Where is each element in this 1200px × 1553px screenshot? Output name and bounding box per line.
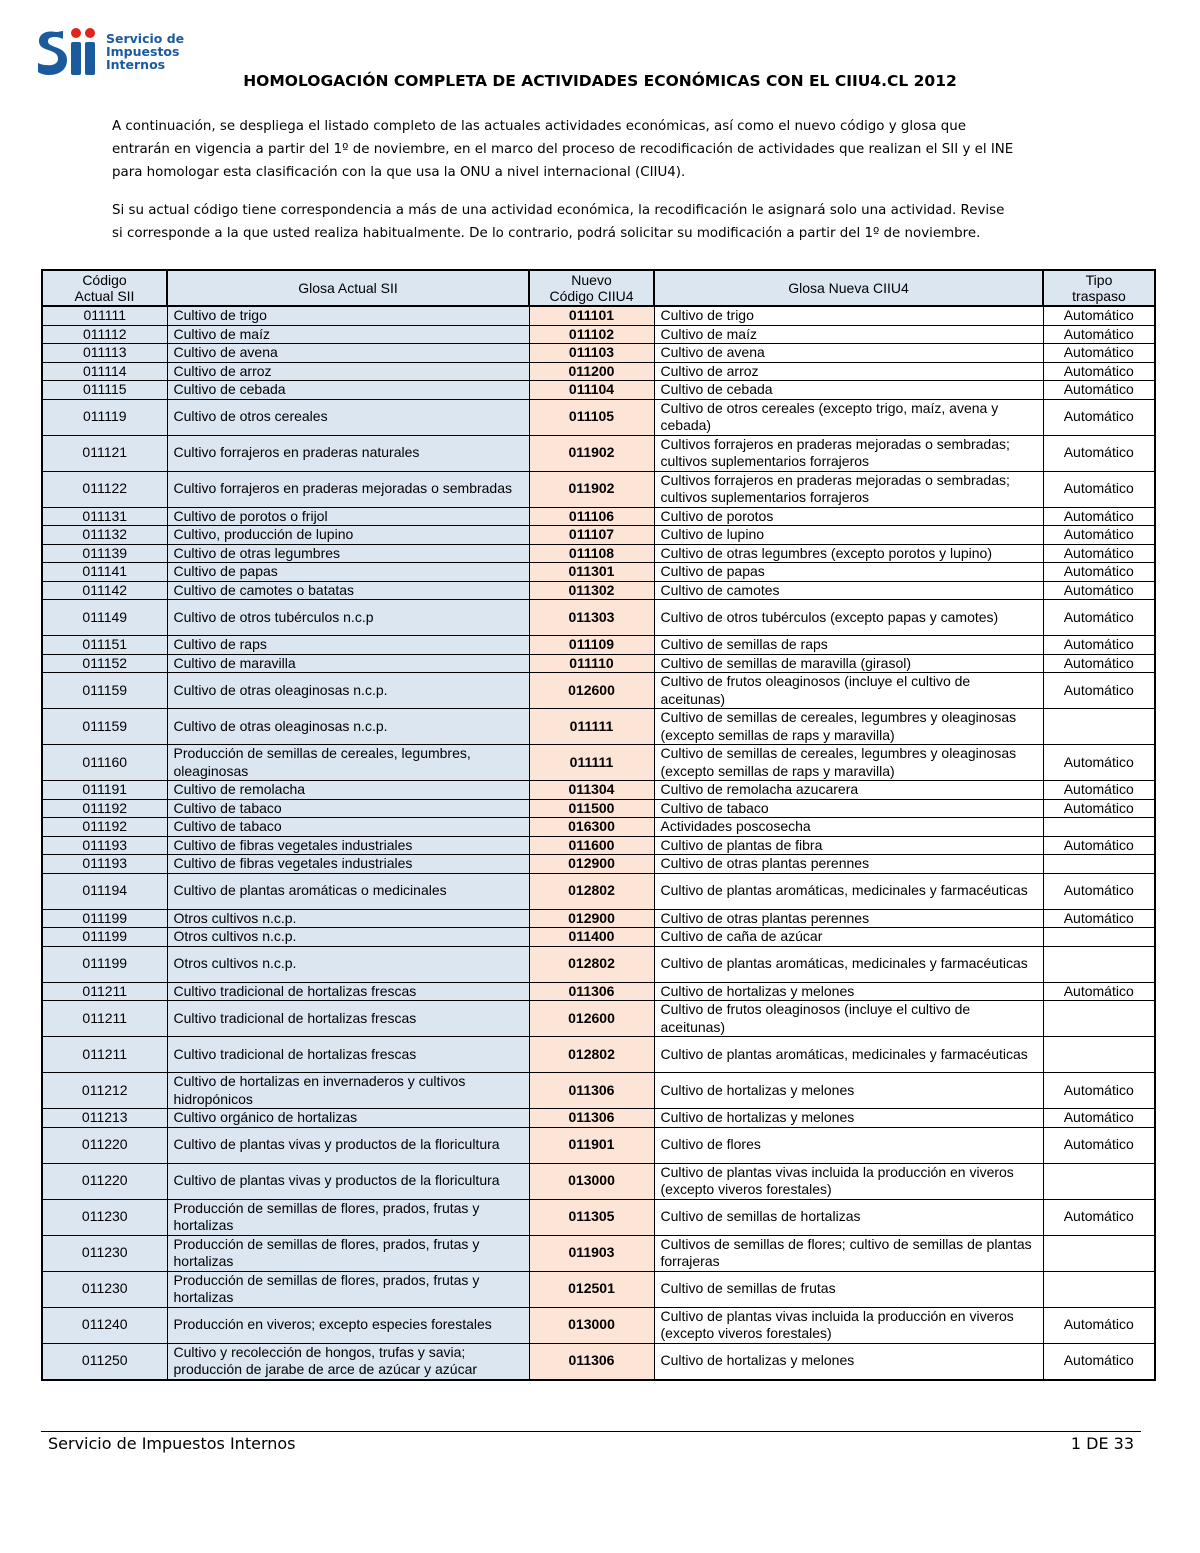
intro-p1-line-2: entrarán en vigencia a partir del 1º de noviembre, en el marco del proceso de recodificación de actividades que realizan el SII y el INE (112, 142, 1014, 157)
nuevo-codigo-cell: 011109 (529, 636, 654, 655)
glosa-nueva-cell: Cultivo de cebada (654, 381, 1043, 400)
glosa-actual-cell: Cultivo tradicional de hortalizas frescas (167, 1037, 529, 1073)
codigo-actual-cell: 011159 (42, 673, 167, 709)
tipo-traspaso-cell (1043, 1163, 1155, 1199)
tipo-traspaso-cell: Automático (1043, 1199, 1155, 1235)
nuevo-codigo-cell: 011903 (529, 1235, 654, 1271)
table-row (42, 600, 1155, 636)
glosa-nueva-cell: Cultivo de otras plantas perennes (654, 909, 1043, 928)
glosa-nueva-cell: Cultivo de plantas aromáticas, medicinales y farmacéuticas (654, 1037, 1043, 1073)
glosa-actual-cell: Cultivo de tabaco (167, 818, 529, 837)
glosa-actual-cell: Cultivo de fibras vegetales industriales (167, 836, 529, 855)
tipo-traspaso-cell (1043, 928, 1155, 947)
nuevo-codigo-cell: 011103 (529, 344, 654, 363)
tipo-traspaso-cell (1043, 1271, 1155, 1307)
table-row (42, 1037, 1155, 1073)
glosa-nueva-cell: Cultivo de trigo (654, 306, 1043, 325)
glosa-actual-cell: Cultivo y recolección de hongos, trufas y savia; producción de jarabe de arce de azúcar y azúcar (167, 1343, 529, 1380)
table-row (42, 1307, 1155, 1343)
table-row (42, 982, 1155, 1001)
table-row (42, 362, 1155, 381)
nuevo-codigo-cell: 011108 (529, 544, 654, 563)
nuevo-codigo-cell: 011305 (529, 1199, 654, 1235)
table-row (42, 636, 1155, 655)
tipo-traspaso-cell: Automático (1043, 1109, 1155, 1128)
glosa-nueva-cell: Cultivo de otras plantas perennes (654, 855, 1043, 874)
table-row (42, 526, 1155, 545)
tipo-traspaso-cell: Automático (1043, 381, 1155, 400)
intro-p2-line-1: Si su actual código tiene correspondencia a más de una actividad económica, la recodificación le asignará solo una actividad. Revise (112, 203, 1005, 218)
tipo-traspaso-cell (1043, 946, 1155, 982)
codigo-actual-cell: 011213 (42, 1109, 167, 1128)
nuevo-codigo-cell: 012802 (529, 1037, 654, 1073)
glosa-nueva-cell: Cultivo de arroz (654, 362, 1043, 381)
table-row (42, 435, 1155, 471)
table-row (42, 381, 1155, 400)
codigo-actual-cell: 011131 (42, 507, 167, 526)
table-row (42, 1343, 1155, 1380)
codigo-actual-cell: 011113 (42, 344, 167, 363)
table-row (42, 818, 1155, 837)
glosa-nueva-cell: Cultivo de semillas de cereales, legumbres y oleaginosas (excepto semillas de raps y maravilla) (654, 745, 1043, 781)
table-row (42, 673, 1155, 709)
tipo-traspaso-cell: Automático (1043, 600, 1155, 636)
codigo-actual-cell: 011230 (42, 1235, 167, 1271)
table-row (42, 581, 1155, 600)
tipo-traspaso-cell: Automático (1043, 399, 1155, 435)
nuevo-codigo-cell: 011306 (529, 1343, 654, 1380)
glosa-actual-cell: Cultivo de plantas vivas y productos de la floricultura (167, 1163, 529, 1199)
glosa-actual-cell: Cultivo forrajeros en praderas mejoradas o sembradas (167, 471, 529, 507)
tipo-traspaso-cell: Automático (1043, 526, 1155, 545)
tipo-traspaso-cell: Automático (1043, 471, 1155, 507)
footer-rule (41, 1431, 1141, 1432)
table-row (42, 344, 1155, 363)
table-body (42, 306, 1155, 1380)
codigo-actual-cell: 011122 (42, 471, 167, 507)
tipo-traspaso-cell: Automático (1043, 1307, 1155, 1343)
nuevo-codigo-cell: 011101 (529, 306, 654, 325)
glosa-nueva-cell: Cultivos forrajeros en praderas mejoradas o sembradas; cultivos suplementarios forrajeros (654, 471, 1043, 507)
codigo-actual-cell: 011152 (42, 654, 167, 673)
codigo-actual-cell: 011220 (42, 1127, 167, 1163)
tipo-traspaso-cell (1043, 818, 1155, 837)
codigo-actual-cell: 011193 (42, 855, 167, 874)
glosa-actual-cell: Cultivo de porotos o frijol (167, 507, 529, 526)
glosa-nueva-cell: Cultivo de avena (654, 344, 1043, 363)
glosa-nueva-cell: Cultivo de hortalizas y melones (654, 1109, 1043, 1128)
table-row (42, 544, 1155, 563)
glosa-nueva-cell: Cultivo de tabaco (654, 799, 1043, 818)
nuevo-codigo-cell: 011110 (529, 654, 654, 673)
table-row (42, 781, 1155, 800)
glosa-actual-cell: Otros cultivos n.c.p. (167, 928, 529, 947)
tipo-traspaso-cell: Automático (1043, 306, 1155, 325)
logo-line-2: Impuestos (106, 44, 180, 59)
table-row (42, 563, 1155, 582)
logo-line-3: Internos (106, 57, 166, 72)
codigo-actual-cell: 011142 (42, 581, 167, 600)
tipo-traspaso-cell: Automático (1043, 781, 1155, 800)
nuevo-codigo-cell: 011302 (529, 581, 654, 600)
codigo-actual-cell: 011194 (42, 873, 167, 909)
tipo-traspaso-cell: Automático (1043, 544, 1155, 563)
glosa-actual-cell: Cultivo de hortalizas en invernaderos y cultivos hidropónicos (167, 1073, 529, 1109)
tipo-traspaso-cell (1043, 855, 1155, 874)
table-row (42, 325, 1155, 344)
glosa-nueva-cell: Cultivo de semillas de maravilla (girasol) (654, 654, 1043, 673)
nuevo-codigo-cell: 011600 (529, 836, 654, 855)
intro-paragraph-2 (112, 199, 1056, 245)
codigo-actual-cell: 011230 (42, 1199, 167, 1235)
glosa-actual-cell: Producción de semillas de flores, prados, frutas y hortalizas (167, 1235, 529, 1271)
glosa-nueva-cell: Actividades poscosecha (654, 818, 1043, 837)
table-row (42, 946, 1155, 982)
codigo-actual-cell: 011211 (42, 1001, 167, 1037)
glosa-actual-cell: Cultivo de avena (167, 344, 529, 363)
intro-p1-line-1: A continuación, se despliega el listado completo de las actuales actividades económicas, así como el nuevo código y glosa que (112, 119, 967, 134)
document-title: HOMOLOGACIÓN COMPLETA DE ACTIVIDADES ECONÓMICAS CON EL CIIU4.CL 2012 (243, 72, 957, 90)
nuevo-codigo-cell: 011303 (529, 600, 654, 636)
glosa-actual-cell: Cultivo de otros cereales (167, 399, 529, 435)
glosa-actual-cell: Otros cultivos n.c.p. (167, 909, 529, 928)
codigo-actual-cell: 011193 (42, 836, 167, 855)
table-row (42, 399, 1155, 435)
nuevo-codigo-cell: 011901 (529, 1127, 654, 1163)
tipo-traspaso-cell: Automático (1043, 654, 1155, 673)
glosa-actual-cell: Producción de semillas de cereales, legumbres, oleaginosas (167, 745, 529, 781)
glosa-actual-cell: Cultivo de tabaco (167, 799, 529, 818)
glosa-nueva-cell: Cultivos de semillas de flores; cultivo de semillas de plantas forrajeras (654, 1235, 1043, 1271)
codigo-actual-cell: 011199 (42, 946, 167, 982)
table-row (42, 1073, 1155, 1109)
glosa-nueva-cell: Cultivo de otros cereales (excepto trigo, maíz, avena y cebada) (654, 399, 1043, 435)
glosa-actual-cell: Cultivo de arroz (167, 362, 529, 381)
table-row (42, 1235, 1155, 1271)
glosa-nueva-cell: Cultivo de plantas aromáticas, medicinales y farmacéuticas (654, 946, 1043, 982)
nuevo-codigo-cell: 011105 (529, 399, 654, 435)
glosa-actual-cell: Cultivo de plantas vivas y productos de la floricultura (167, 1127, 529, 1163)
glosa-nueva-cell: Cultivo de porotos (654, 507, 1043, 526)
tipo-traspaso-cell: Automático (1043, 909, 1155, 928)
glosa-nueva-cell: Cultivo de caña de azúcar (654, 928, 1043, 947)
tipo-traspaso-cell: Automático (1043, 563, 1155, 582)
glosa-nueva-cell: Cultivo de otros tubérculos (excepto papas y camotes) (654, 600, 1043, 636)
glosa-actual-cell: Cultivo forrajeros en praderas naturales (167, 435, 529, 471)
nuevo-codigo-cell: 011301 (529, 563, 654, 582)
glosa-nueva-cell: Cultivo de plantas vivas incluida la producción en viveros (excepto viveros forestales) (654, 1307, 1043, 1343)
nuevo-codigo-cell: 011200 (529, 362, 654, 381)
tipo-traspaso-cell: Automático (1043, 1343, 1155, 1380)
nuevo-codigo-cell: 011111 (529, 709, 654, 745)
tipo-traspaso-cell: Automático (1043, 982, 1155, 1001)
glosa-actual-cell: Cultivo de otros tubérculos n.c.p (167, 600, 529, 636)
intro-paragraph-1 (112, 115, 1056, 184)
glosa-actual-cell: Cultivo de raps (167, 636, 529, 655)
header-glosa-actual: Glosa Actual SII (167, 270, 529, 306)
header-codigo-actual: Código Actual SII (42, 270, 167, 306)
codigo-actual-cell: 011132 (42, 526, 167, 545)
glosa-nueva-cell: Cultivo de semillas de raps (654, 636, 1043, 655)
glosa-actual-cell: Cultivo, producción de lupino (167, 526, 529, 545)
glosa-nueva-cell: Cultivo de frutos oleaginosos (incluye el cultivo de aceitunas) (654, 1001, 1043, 1037)
codigo-actual-cell: 011212 (42, 1073, 167, 1109)
tipo-traspaso-cell: Automático (1043, 745, 1155, 781)
tipo-traspaso-cell: Automático (1043, 636, 1155, 655)
header-nuevo-codigo: Nuevo Código CIIU4 (529, 270, 654, 306)
table-row (42, 909, 1155, 928)
nuevo-codigo-cell: 011306 (529, 982, 654, 1001)
table-row (42, 1163, 1155, 1199)
glosa-nueva-cell: Cultivo de hortalizas y melones (654, 1343, 1043, 1380)
glosa-actual-cell: Cultivo de camotes o batatas (167, 581, 529, 600)
nuevo-codigo-cell: 011500 (529, 799, 654, 818)
table-header-row (42, 270, 1155, 306)
codigo-actual-cell: 011159 (42, 709, 167, 745)
glosa-nueva-cell: Cultivo de frutos oleaginosos (incluye el cultivo de aceitunas) (654, 673, 1043, 709)
codigo-actual-cell: 011211 (42, 982, 167, 1001)
nuevo-codigo-cell: 011306 (529, 1109, 654, 1128)
glosa-nueva-cell: Cultivo de remolacha azucarera (654, 781, 1043, 800)
tipo-traspaso-cell (1043, 1235, 1155, 1271)
codigo-actual-cell: 011160 (42, 745, 167, 781)
glosa-nueva-cell: Cultivos forrajeros en praderas mejoradas o sembradas; cultivos suplementarios forrajeros (654, 435, 1043, 471)
tipo-traspaso-cell: Automático (1043, 799, 1155, 818)
tipo-traspaso-cell: Automático (1043, 873, 1155, 909)
nuevo-codigo-cell: 012802 (529, 946, 654, 982)
codigo-actual-cell: 011119 (42, 399, 167, 435)
codigo-actual-cell: 011111 (42, 306, 167, 325)
footer-organization: Servicio de Impuestos Internos (48, 1434, 296, 1453)
glosa-nueva-cell: Cultivo de semillas de hortalizas (654, 1199, 1043, 1235)
codigo-actual-cell: 011149 (42, 600, 167, 636)
codigo-actual-cell: 011112 (42, 325, 167, 344)
glosa-actual-cell: Cultivo de maravilla (167, 654, 529, 673)
tipo-traspaso-cell: Automático (1043, 836, 1155, 855)
tipo-traspaso-cell: Automático (1043, 673, 1155, 709)
intro-p1-line-3: para homologar esta clasificación con la que usa la ONU a nivel internacional (CIIU4). (112, 165, 686, 180)
glosa-actual-cell: Cultivo de fibras vegetales industriales (167, 855, 529, 874)
glosa-actual-cell: Otros cultivos n.c.p. (167, 946, 529, 982)
header-tipo-traspaso: Tipo traspaso (1043, 270, 1155, 306)
glosa-nueva-cell: Cultivo de semillas de cereales, legumbres y oleaginosas (excepto semillas de raps y maravilla) (654, 709, 1043, 745)
table-row (42, 1271, 1155, 1307)
nuevo-codigo-cell: 011902 (529, 435, 654, 471)
table-row (42, 836, 1155, 855)
glosa-actual-cell: Cultivo de otras oleaginosas n.c.p. (167, 673, 529, 709)
nuevo-codigo-cell: 016300 (529, 818, 654, 837)
sii-logo-mark (36, 22, 102, 78)
glosa-actual-cell: Cultivo tradicional de hortalizas frescas (167, 982, 529, 1001)
table-row (42, 1001, 1155, 1037)
table-row (42, 1127, 1155, 1163)
glosa-nueva-cell: Cultivo de hortalizas y melones (654, 982, 1043, 1001)
glosa-nueva-cell: Cultivo de semillas de frutas (654, 1271, 1043, 1307)
glosa-actual-cell: Producción en viveros; excepto especies forestales (167, 1307, 529, 1343)
glosa-actual-cell: Cultivo de cebada (167, 381, 529, 400)
glosa-nueva-cell: Cultivo de otras legumbres (excepto porotos y lupino) (654, 544, 1043, 563)
codigo-actual-cell: 011230 (42, 1271, 167, 1307)
nuevo-codigo-cell: 011107 (529, 526, 654, 545)
table-row (42, 471, 1155, 507)
nuevo-codigo-cell: 013000 (529, 1307, 654, 1343)
tipo-traspaso-cell: Automático (1043, 435, 1155, 471)
glosa-actual-cell: Producción de semillas de flores, prados, frutas y hortalizas (167, 1271, 529, 1307)
nuevo-codigo-cell: 011111 (529, 745, 654, 781)
glosa-actual-cell: Cultivo de otras oleaginosas n.c.p. (167, 709, 529, 745)
table-row (42, 1199, 1155, 1235)
nuevo-codigo-cell: 012501 (529, 1271, 654, 1307)
glosa-nueva-cell: Cultivo de papas (654, 563, 1043, 582)
nuevo-codigo-cell: 012802 (529, 873, 654, 909)
glosa-actual-cell: Cultivo tradicional de hortalizas frescas (167, 1001, 529, 1037)
glosa-nueva-cell: Cultivo de camotes (654, 581, 1043, 600)
codigo-actual-cell: 011114 (42, 362, 167, 381)
nuevo-codigo-cell: 012900 (529, 909, 654, 928)
intro-p2-line-2: si corresponde a la que usted realiza habitualmente. De lo contrario, podrá solicitar su modificación a partir del 1º de noviembre. (112, 226, 981, 241)
tipo-traspaso-cell (1043, 1001, 1155, 1037)
table-row (42, 928, 1155, 947)
homologation-table (41, 269, 1156, 1381)
codigo-actual-cell: 011199 (42, 909, 167, 928)
glosa-actual-cell: Cultivo de plantas aromáticas o medicinales (167, 873, 529, 909)
nuevo-codigo-cell: 011104 (529, 381, 654, 400)
glosa-actual-cell: Cultivo orgánico de hortalizas (167, 1109, 529, 1128)
table-row (42, 799, 1155, 818)
tipo-traspaso-cell: Automático (1043, 344, 1155, 363)
nuevo-codigo-cell: 011306 (529, 1073, 654, 1109)
nuevo-codigo-cell: 012600 (529, 1001, 654, 1037)
codigo-actual-cell: 011151 (42, 636, 167, 655)
tipo-traspaso-cell: Automático (1043, 325, 1155, 344)
nuevo-codigo-cell: 011102 (529, 325, 654, 344)
nuevo-codigo-cell: 011304 (529, 781, 654, 800)
table-row (42, 745, 1155, 781)
nuevo-codigo-cell: 011106 (529, 507, 654, 526)
codigo-actual-cell: 011192 (42, 818, 167, 837)
table-row (42, 507, 1155, 526)
glosa-nueva-cell: Cultivo de plantas de fibra (654, 836, 1043, 855)
tipo-traspaso-cell: Automático (1043, 507, 1155, 526)
table-row (42, 873, 1155, 909)
table-row (42, 654, 1155, 673)
codigo-actual-cell: 011211 (42, 1037, 167, 1073)
tipo-traspaso-cell (1043, 709, 1155, 745)
codigo-actual-cell: 011115 (42, 381, 167, 400)
table-row (42, 709, 1155, 745)
glosa-actual-cell: Producción de semillas de flores, prados, frutas y hortalizas (167, 1199, 529, 1235)
table-row (42, 306, 1155, 325)
tipo-traspaso-cell: Automático (1043, 1073, 1155, 1109)
glosa-actual-cell: Cultivo de remolacha (167, 781, 529, 800)
table-row (42, 1109, 1155, 1128)
codigo-actual-cell: 011121 (42, 435, 167, 471)
codigo-actual-cell: 011192 (42, 799, 167, 818)
glosa-actual-cell: Cultivo de papas (167, 563, 529, 582)
sii-logo (36, 22, 186, 78)
glosa-nueva-cell: Cultivo de plantas vivas incluida la producción en viveros (excepto viveros forestales) (654, 1163, 1043, 1199)
glosa-actual-cell: Cultivo de maíz (167, 325, 529, 344)
glosa-actual-cell: Cultivo de otras legumbres (167, 544, 529, 563)
tipo-traspaso-cell: Automático (1043, 362, 1155, 381)
nuevo-codigo-cell: 012600 (529, 673, 654, 709)
codigo-actual-cell: 011240 (42, 1307, 167, 1343)
nuevo-codigo-cell: 011902 (529, 471, 654, 507)
tipo-traspaso-cell: Automático (1043, 1127, 1155, 1163)
codigo-actual-cell: 011250 (42, 1343, 167, 1380)
tipo-traspaso-cell: Automático (1043, 581, 1155, 600)
codigo-actual-cell: 011220 (42, 1163, 167, 1199)
footer-page-number: 1 DE 33 (1070, 1434, 1134, 1453)
codigo-actual-cell: 011139 (42, 544, 167, 563)
glosa-actual-cell: Cultivo de trigo (167, 306, 529, 325)
glosa-nueva-cell: Cultivo de hortalizas y melones (654, 1073, 1043, 1109)
glosa-nueva-cell: Cultivo de flores (654, 1127, 1043, 1163)
header-glosa-nueva: Glosa Nueva CIIU4 (654, 270, 1043, 306)
nuevo-codigo-cell: 012900 (529, 855, 654, 874)
nuevo-codigo-cell: 013000 (529, 1163, 654, 1199)
codigo-actual-cell: 011141 (42, 563, 167, 582)
glosa-nueva-cell: Cultivo de plantas aromáticas, medicinales y farmacéuticas (654, 873, 1043, 909)
glosa-nueva-cell: Cultivo de lupino (654, 526, 1043, 545)
logo-line-1: Servicio de (106, 31, 185, 46)
table-row (42, 855, 1155, 874)
tipo-traspaso-cell (1043, 1037, 1155, 1073)
codigo-actual-cell: 011191 (42, 781, 167, 800)
glosa-nueva-cell: Cultivo de maíz (654, 325, 1043, 344)
nuevo-codigo-cell: 011400 (529, 928, 654, 947)
codigo-actual-cell: 011199 (42, 928, 167, 947)
